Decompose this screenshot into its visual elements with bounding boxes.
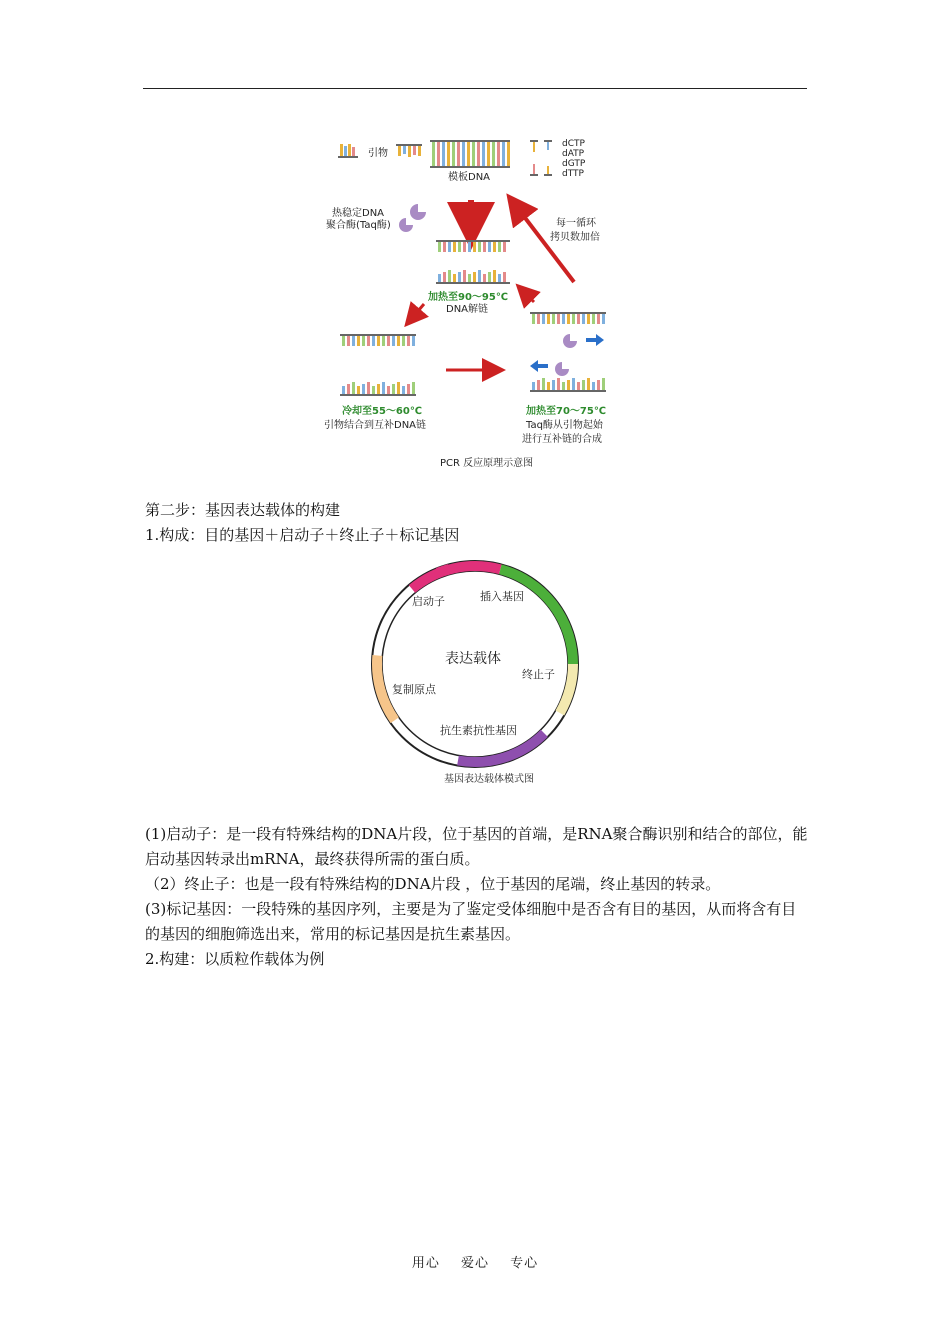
dna-base xyxy=(577,314,580,324)
dna-base xyxy=(488,242,491,252)
dna-base xyxy=(382,336,385,346)
dna-base xyxy=(468,242,471,252)
dna-base xyxy=(387,336,390,346)
dna-base xyxy=(597,380,600,390)
dna-base xyxy=(582,314,585,324)
dna-base xyxy=(483,274,486,282)
dna-base xyxy=(452,142,455,166)
dna-base xyxy=(357,386,360,394)
dna-base xyxy=(478,270,481,282)
dna-base xyxy=(477,142,480,166)
dna-base xyxy=(567,314,570,324)
dna-base xyxy=(503,272,506,282)
dna-base xyxy=(463,270,466,282)
marker-gene-label: 抗生素抗性基因 xyxy=(440,724,517,737)
dna-base xyxy=(457,142,460,166)
dna-base xyxy=(407,336,410,346)
insert-gene-segment xyxy=(500,569,573,664)
dna-base xyxy=(582,380,585,390)
polymerase-label-2: 聚合酶(Taq酶) xyxy=(326,220,391,231)
dna-base xyxy=(503,242,506,252)
dna-base xyxy=(587,314,590,324)
dna-base xyxy=(547,314,550,324)
item2-construction: 2.构建：以质粒作载体为例 xyxy=(145,950,325,968)
dna-base xyxy=(572,314,575,324)
primer-label: 引物 xyxy=(368,148,388,159)
extending-bases xyxy=(532,314,605,390)
paragraph-promoter: (1)启动子：是一段有特殊结构的DNA片段，位于基因的首端，是RNA聚合酶识别和结合的部位，能启动基因转录出mRNA，最终获得所需的蛋白质。 xyxy=(145,825,808,868)
dna-base xyxy=(463,242,466,252)
terminator-segment xyxy=(560,664,573,713)
nucleotide-icons xyxy=(530,140,552,176)
dna-base xyxy=(352,382,355,394)
dna-base xyxy=(442,142,445,166)
dna-base xyxy=(412,336,415,346)
dna-base xyxy=(532,314,535,324)
dna-base xyxy=(438,274,441,282)
dna-base xyxy=(552,380,555,390)
taq-enzyme-icon xyxy=(563,334,577,348)
dna-base xyxy=(488,272,491,282)
dna-base xyxy=(577,382,580,390)
origin-label: 复制原点 xyxy=(392,683,436,696)
dna-base xyxy=(372,336,375,346)
dna-base xyxy=(482,142,485,166)
dna-base xyxy=(473,242,476,252)
denatured-bases xyxy=(438,242,506,282)
dna-base xyxy=(473,272,476,282)
dna-base xyxy=(478,242,481,252)
dna-base xyxy=(447,142,450,166)
dna-base xyxy=(342,336,345,346)
cycle-label-1: 每一循环 xyxy=(556,218,596,229)
nucleotide-dgtp: dGTP xyxy=(562,159,586,169)
dna-base xyxy=(562,382,565,390)
dna-base xyxy=(347,336,350,346)
dna-base xyxy=(597,314,600,324)
dna-base xyxy=(507,142,510,166)
extend-temp: 加热至70～75℃ xyxy=(526,406,606,417)
dna-base xyxy=(458,272,461,282)
nucleotide-dttp: dTTP xyxy=(562,169,584,179)
pcr-diagram xyxy=(318,132,630,472)
nucleotide-dctp: dCTP xyxy=(562,139,585,149)
dna-base xyxy=(472,142,475,166)
template-dna-bases xyxy=(432,142,510,166)
dna-base xyxy=(392,384,395,394)
blue-arrow-right xyxy=(586,334,604,346)
paragraph-marker-gene: (3)标记基因：一段特殊的基因序列，主要是为了鉴定受体细胞中是否含有目的基因，从而将含有目的基因的细胞筛选出来，常用的标记基因是抗生素基因。 xyxy=(145,900,797,943)
dna-base xyxy=(498,242,501,252)
dna-base xyxy=(537,380,540,390)
dna-base xyxy=(448,270,451,282)
annealed-bases xyxy=(342,336,415,394)
dna-base xyxy=(493,270,496,282)
dna-base xyxy=(497,142,500,166)
anneal-label: 引物结合到互补DNA链 xyxy=(324,420,427,431)
dna-base xyxy=(562,314,565,324)
dna-base xyxy=(438,242,441,252)
dna-base xyxy=(602,314,605,324)
insert-gene-label: 插入基因 xyxy=(480,590,524,603)
anneal-temp: 冷却至55～60℃ xyxy=(342,406,422,417)
paragraph-terminator: （2）终止子：也是一段有特殊结构的DNA片段 ，位于基因的尾端，终止基因的转录。 xyxy=(145,875,721,893)
red-arrow-right xyxy=(524,292,534,302)
polymerase-icon-2 xyxy=(399,218,413,232)
header-rule xyxy=(143,88,807,89)
dna-base xyxy=(468,274,471,282)
dna-base xyxy=(443,242,446,252)
footer-word-2: 爱心 xyxy=(460,1256,489,1271)
denature-label: DNA解链 xyxy=(446,304,489,315)
dna-base xyxy=(397,382,400,394)
dna-base xyxy=(377,336,380,346)
dna-base xyxy=(492,142,495,166)
dna-base xyxy=(467,142,470,166)
terminator-label: 终止子 xyxy=(522,668,555,681)
dna-base xyxy=(587,378,590,390)
dna-base xyxy=(372,386,375,394)
item1-composition: 1.构成：目的基因＋启动子＋终止子＋标记基因 xyxy=(145,526,460,544)
dna-base xyxy=(483,242,486,252)
dna-base xyxy=(542,378,545,390)
dna-base xyxy=(377,384,380,394)
dna-base xyxy=(453,274,456,282)
dna-base xyxy=(592,382,595,390)
dna-base xyxy=(498,274,501,282)
dna-base xyxy=(502,142,505,166)
dna-base xyxy=(382,382,385,394)
denature-temp: 加热至90～95℃ xyxy=(428,292,508,303)
dna-base xyxy=(448,242,451,252)
dna-base xyxy=(552,314,555,324)
dna-base xyxy=(402,386,405,394)
section-title: 第二步：基因表达载体的构建 xyxy=(145,501,341,519)
pcr-caption: PCR 反应原理示意图 xyxy=(440,458,534,469)
dna-base xyxy=(367,382,370,394)
vector-center-label: 表达载体 xyxy=(445,651,501,667)
template-label: 模板DNA xyxy=(448,172,491,183)
dna-base xyxy=(407,384,410,394)
polymerase-icon xyxy=(410,204,426,220)
blue-arrow-left xyxy=(530,360,548,372)
dna-base xyxy=(602,378,605,390)
dna-base xyxy=(432,142,435,166)
dna-base xyxy=(547,382,550,390)
dna-base xyxy=(347,384,350,394)
dna-base xyxy=(453,242,456,252)
polymerase-label-1: 热稳定DNA xyxy=(332,208,385,219)
dna-base xyxy=(462,142,465,166)
dna-base xyxy=(437,142,440,166)
dna-base xyxy=(532,382,535,390)
dna-base xyxy=(362,336,365,346)
dna-base xyxy=(557,314,560,324)
dna-base xyxy=(342,386,345,394)
dna-base xyxy=(557,378,560,390)
dna-base xyxy=(537,314,540,324)
dna-base xyxy=(493,242,496,252)
dna-base xyxy=(572,378,575,390)
promoter-label: 启动子 xyxy=(412,595,445,608)
dna-base xyxy=(392,336,395,346)
dna-base xyxy=(412,382,415,394)
extend-label-2: 进行互补链的合成 xyxy=(522,434,602,445)
dna-base xyxy=(567,380,570,390)
red-arrow-left xyxy=(412,304,424,318)
vector-diagram xyxy=(360,556,590,792)
taq-enzyme-icon-2 xyxy=(555,362,569,376)
cycle-label-2: 拷贝数加倍 xyxy=(550,232,600,243)
extend-label-1: Taq酶从引物起始 xyxy=(526,420,603,431)
dna-base xyxy=(357,336,360,346)
dna-base xyxy=(592,314,595,324)
footer xyxy=(0,1252,950,1271)
dna-base xyxy=(443,272,446,282)
dna-base xyxy=(458,242,461,252)
footer-word-1: 用心 xyxy=(411,1256,440,1271)
dna-base xyxy=(362,384,365,394)
dna-base xyxy=(397,336,400,346)
dna-base xyxy=(367,336,370,346)
dna-base xyxy=(542,314,545,324)
footer-word-3: 专心 xyxy=(510,1256,539,1271)
nucleotide-datp: dATP xyxy=(562,149,585,159)
dna-base xyxy=(387,386,390,394)
dna-base xyxy=(352,336,355,346)
dna-base xyxy=(487,142,490,166)
vector-caption: 基因表达载体模式图 xyxy=(444,774,534,785)
dna-base xyxy=(402,336,405,346)
